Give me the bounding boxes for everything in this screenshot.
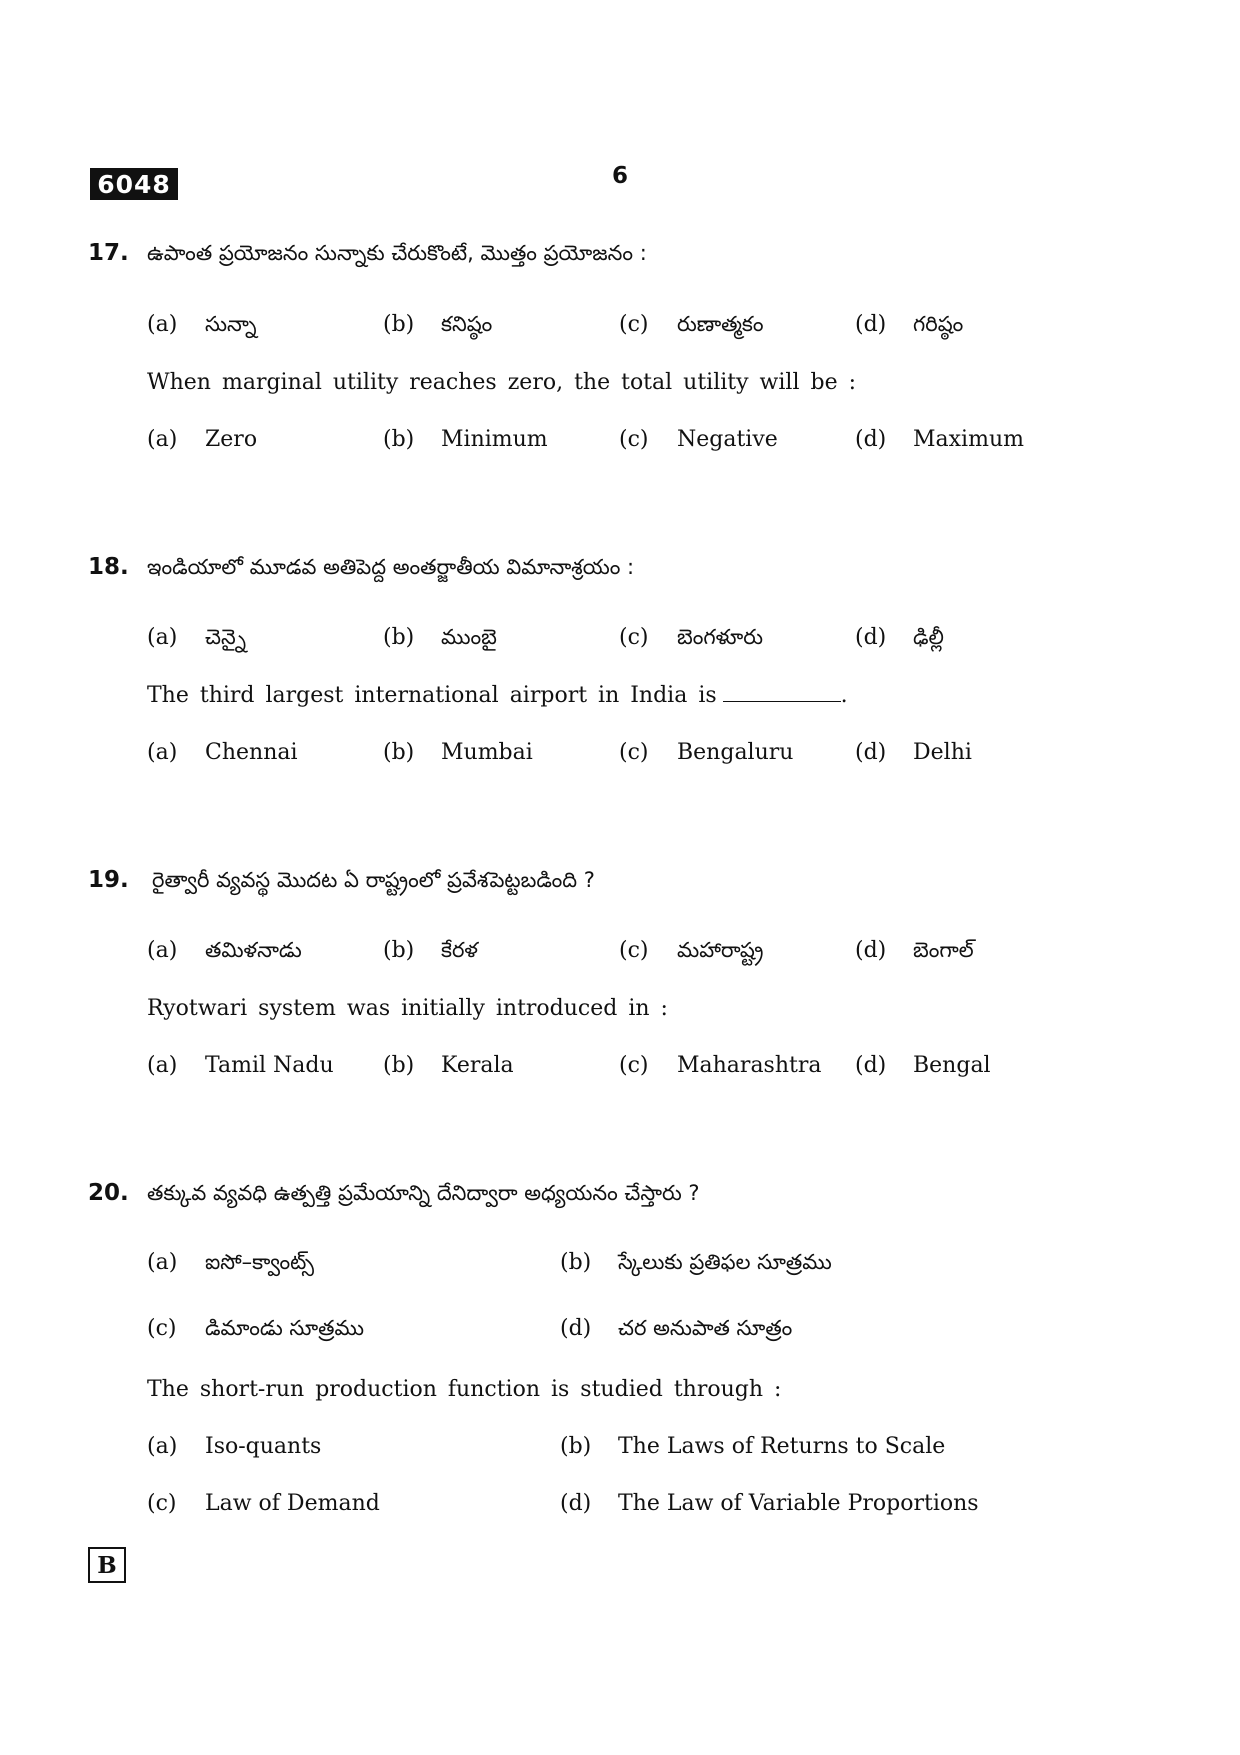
option-d-english: Delhi	[913, 740, 972, 765]
option-letter-a: (a)	[147, 1250, 178, 1275]
option-a-english: Zero	[205, 427, 258, 452]
option-letter-b: (b)	[383, 625, 415, 650]
option-b-english: Kerala	[441, 1053, 514, 1078]
option-d-english: Maximum	[913, 427, 1024, 452]
option-letter-d: (d)	[855, 312, 887, 337]
booklet-set-badge: B	[88, 1547, 126, 1583]
option-c-english: Bengaluru	[677, 740, 794, 765]
option-a-telugu: చెన్నై	[205, 625, 246, 649]
option-a-telugu: సున్నా	[205, 312, 257, 336]
page-number: 6	[612, 163, 629, 189]
question-text-telugu: ఇండియాలో మూడవ అతిపెద్ద అంతర్జాతీయ విమానాశ్రయం :	[147, 555, 635, 579]
question-text-telugu: తక్కువ వ్యవధి ఉత్పత్తి ప్రమేయాన్ని దేనిద్వారా అధ్యయనం చేస్తారు ?	[147, 1181, 700, 1205]
option-letter-d: (d)	[560, 1316, 592, 1341]
question-number: 19.	[88, 867, 129, 893]
option-c-telugu: మహారాష్ట్ర	[677, 938, 764, 962]
option-letter-c: (c)	[619, 1053, 649, 1078]
question-text-telugu: ఉపాంత ప్రయోజనం సున్నాకు చేరుకొంటే, మొత్తం ప్రయోజనం :	[147, 241, 647, 265]
option-letter-d: (d)	[855, 427, 887, 452]
option-letter-b: (b)	[383, 938, 415, 963]
option-letter-d: (d)	[560, 1491, 592, 1516]
option-letter-c: (c)	[619, 938, 649, 963]
option-letter-b: (b)	[560, 1250, 592, 1275]
option-a-telugu: తమిళనాడు	[205, 938, 302, 962]
option-letter-b: (b)	[383, 740, 415, 765]
option-letter-b: (b)	[383, 427, 415, 452]
option-d-telugu: చర అనుపాత సూత్రం	[618, 1316, 793, 1340]
question-text-english: The short-run production function is studied through :	[147, 1377, 782, 1402]
option-c-telugu: బెంగళూరు	[677, 625, 764, 649]
option-c-english: Negative	[677, 427, 778, 452]
option-b-telugu: ముంబై	[441, 625, 497, 649]
option-b-english: Mumbai	[441, 740, 533, 765]
option-c-english: Law of Demand	[205, 1491, 380, 1516]
option-letter-a: (a)	[147, 625, 178, 650]
question-text-telugu: రైత్వారీ వ్యవస్థ మొదట ఏ రాష్ట్రంలో ప్రవేశపెట్టబడింది ?	[152, 868, 595, 892]
option-d-english: Bengal	[913, 1053, 991, 1078]
option-d-telugu: గరిష్ఠం	[913, 312, 964, 336]
option-a-english: Chennai	[205, 740, 298, 765]
option-b-telugu: కేరళ	[441, 938, 478, 962]
option-b-telugu: కనిష్ఠం	[441, 312, 493, 336]
option-letter-c: (c)	[619, 427, 649, 452]
option-letter-a: (a)	[147, 1434, 178, 1459]
option-letter-a: (a)	[147, 938, 178, 963]
question-text-english: The third largest international airport in India is .	[147, 683, 848, 708]
option-d-telugu: బెంగాల్	[913, 938, 974, 962]
option-letter-d: (d)	[855, 740, 887, 765]
option-c-telugu: డిమాండు సూత్రము	[205, 1316, 364, 1340]
option-a-telugu: ఐసో–క్వాంట్స్	[205, 1250, 314, 1274]
answer-blank	[723, 683, 841, 702]
option-c-telugu: రుణాత్మకం	[677, 312, 764, 336]
option-d-english: The Law of Variable Proportions	[618, 1491, 979, 1516]
question-text-english: Ryotwari system was initially introduced in :	[147, 996, 668, 1021]
question-text-english: When marginal utility reaches zero, the total utility will be :	[147, 370, 856, 395]
paper-code: 6048	[90, 168, 178, 200]
option-a-english: Tamil Nadu	[205, 1053, 334, 1078]
option-letter-b: (b)	[383, 1053, 415, 1078]
question-number: 18.	[88, 554, 129, 580]
question-number: 20.	[88, 1180, 129, 1206]
option-b-telugu: స్కేలుకు ప్రతిఫల సూత్రము	[618, 1250, 832, 1274]
option-letter-c: (c)	[147, 1491, 177, 1516]
option-letter-a: (a)	[147, 427, 178, 452]
option-letter-c: (c)	[619, 312, 649, 337]
option-c-english: Maharashtra	[677, 1053, 822, 1078]
option-b-english: Minimum	[441, 427, 548, 452]
option-letter-a: (a)	[147, 1053, 178, 1078]
option-letter-a: (a)	[147, 312, 178, 337]
option-b-english: The Laws of Returns to Scale	[618, 1434, 946, 1459]
option-letter-a: (a)	[147, 740, 178, 765]
option-letter-c: (c)	[147, 1316, 177, 1341]
option-letter-d: (d)	[855, 938, 887, 963]
option-letter-b: (b)	[383, 312, 415, 337]
option-d-telugu: ఢిల్లీ	[913, 625, 944, 649]
question-number: 17.	[88, 240, 129, 266]
option-letter-d: (d)	[855, 1053, 887, 1078]
option-letter-b: (b)	[560, 1434, 592, 1459]
option-a-english: Iso-quants	[205, 1434, 322, 1459]
option-letter-d: (d)	[855, 625, 887, 650]
option-letter-c: (c)	[619, 740, 649, 765]
option-letter-c: (c)	[619, 625, 649, 650]
